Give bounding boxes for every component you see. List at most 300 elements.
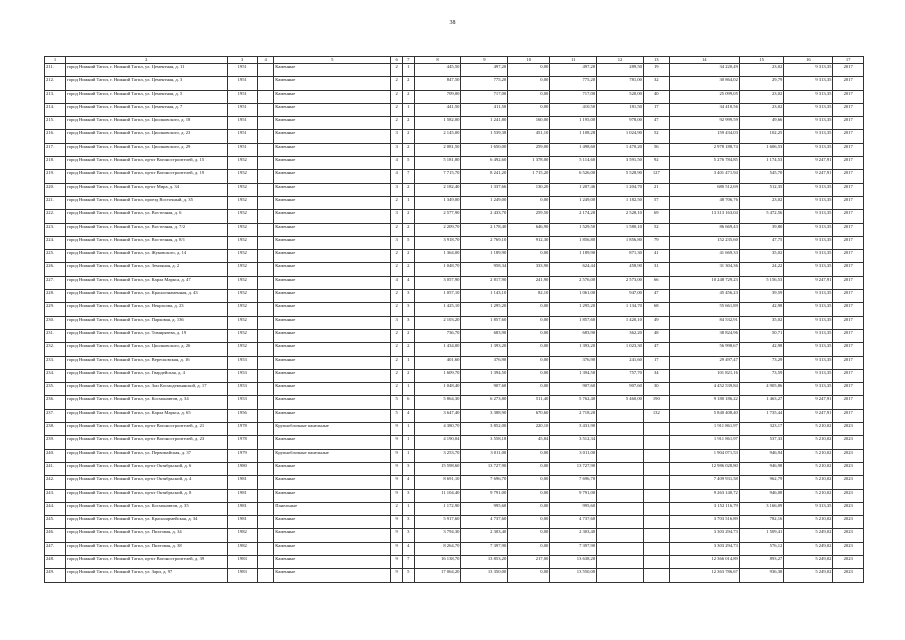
table-cell: 1 498,60 <box>550 143 597 156</box>
table-cell: 3 253,70 <box>414 449 461 462</box>
table-cell: Каменные <box>274 476 391 489</box>
table-cell: 1 911 861,97 <box>669 423 739 436</box>
table-cell: 38 824,96 <box>669 329 739 342</box>
table-cell: город Нижний Тагил, г. Нижний Тагил, ул. Красноармейская, д. 34 <box>66 516 227 529</box>
table-cell: Каменные <box>274 130 391 143</box>
table-cell <box>257 555 273 568</box>
table-cell: 32 <box>643 77 669 90</box>
table-cell <box>257 476 273 489</box>
table-cell: 35,02 <box>739 250 783 263</box>
table-cell <box>257 436 273 449</box>
table-cell: 1 108,28 <box>550 130 597 143</box>
table-cell: 3 011,00 <box>461 449 508 462</box>
table-cell: 3 794,30 <box>414 529 461 542</box>
table-cell: 16 138,70 <box>414 555 461 568</box>
table-cell: 5 472,56 <box>739 210 783 223</box>
table-cell: 7 397,90 <box>461 542 508 555</box>
table-cell: 2017 <box>833 77 864 90</box>
table-cell: 451,10 <box>508 130 550 143</box>
table-cell: 181,50 <box>597 103 644 116</box>
table-row <box>45 489 864 502</box>
table-cell <box>597 462 644 475</box>
table-cell <box>597 436 644 449</box>
table-cell: 4 <box>402 409 414 422</box>
table-cell <box>597 423 644 436</box>
table-cell: город Нижний Тагил, г. Нижний Тагил, ул. Парковая, д. 136 <box>66 316 227 329</box>
table-cell: 2 <box>402 343 414 356</box>
table-cell <box>257 263 273 276</box>
table-cell <box>257 409 273 422</box>
table-cell: 2023 <box>833 476 864 489</box>
table-cell: 1952 <box>227 170 257 183</box>
table-cell: 3 <box>391 236 403 249</box>
table-cell: 235. <box>45 383 66 396</box>
table-cell: Каменные <box>274 183 391 196</box>
table-cell: 218. <box>45 157 66 170</box>
table-cell: 576,12 <box>739 542 783 555</box>
table-row <box>45 183 864 196</box>
table-cell: 2 182,40 <box>414 183 461 196</box>
table-row <box>45 90 864 103</box>
table-cell: 2017 <box>833 90 864 103</box>
table-cell <box>597 555 644 568</box>
table-cell: город Нижний Тагил, г. Нижний Тагил, ул. Пихтовая, д. 38 <box>66 542 227 555</box>
table-cell: 511,40 <box>508 396 550 409</box>
table-cell: 221. <box>45 196 66 209</box>
table-cell: 229. <box>45 303 66 316</box>
table-cell: 1 425,10 <box>414 303 461 316</box>
table-cell: город Нижний Тагил, г. Нижний Тагил, пр-кт Вагоностроителей, д. 39 <box>66 555 227 568</box>
table-cell: 1 189,90 <box>550 250 597 263</box>
table-cell: 2023 <box>833 555 864 568</box>
table-cell: 2017 <box>833 64 864 77</box>
table-cell: 2017 <box>833 396 864 409</box>
table-cell: 2023 <box>833 502 864 515</box>
table-cell: 1 134,70 <box>597 303 644 316</box>
table-cell: 5 210,02 <box>784 476 833 489</box>
table-cell: 152 235,60 <box>669 236 739 249</box>
table-cell: 7 397,90 <box>550 542 597 555</box>
table-cell <box>257 303 273 316</box>
table-cell: 624,44 <box>550 263 597 276</box>
table-cell: 211. <box>45 64 66 77</box>
table-cell: 757,70 <box>597 369 644 382</box>
table-cell: 1951 <box>227 64 257 77</box>
table-cell: 775,20 <box>461 77 508 90</box>
table-cell: 241,90 <box>508 276 550 289</box>
table-row <box>45 569 864 582</box>
table-cell: Каменные <box>274 529 391 542</box>
table-cell: 2023 <box>833 569 864 582</box>
table-cell: 5 276 784,85 <box>669 157 739 170</box>
table-cell: 1953 <box>227 369 257 382</box>
table-cell <box>257 423 273 436</box>
table-cell: Каменные <box>274 196 391 209</box>
table-cell <box>257 489 273 502</box>
table-cell <box>597 489 644 502</box>
table-cell: 3 401 471,94 <box>669 170 739 183</box>
table-row <box>45 77 864 90</box>
table-cell: 219. <box>45 170 66 183</box>
table-cell: Каменные <box>274 516 391 529</box>
table-cell: 13 313 163,04 <box>669 210 739 223</box>
table-cell: 709,00 <box>414 90 461 103</box>
table-cell: 127 <box>643 170 669 183</box>
table-cell: 333,90 <box>508 263 550 276</box>
table-cell: 1 <box>402 196 414 209</box>
table-cell: 9 247,91 <box>784 157 833 170</box>
column-header: 4 <box>257 57 273 64</box>
table-cell: 9 313,35 <box>784 303 833 316</box>
table-cell: 907,60 <box>550 383 597 396</box>
table-cell: 1 904 071,53 <box>669 449 739 462</box>
table-cell: 12 363 786,67 <box>669 569 739 582</box>
table-cell: 9 <box>391 555 403 568</box>
table-cell <box>597 476 644 489</box>
table-cell: 3 <box>391 183 403 196</box>
table-cell: 23,02 <box>739 90 783 103</box>
table-cell: 2017 <box>833 369 864 382</box>
table-cell: 2 303,40 <box>461 529 508 542</box>
table-cell: 29,79 <box>739 77 783 90</box>
table-row <box>45 529 864 542</box>
table-cell: 2 576,00 <box>550 276 597 289</box>
table-cell: 847,50 <box>414 77 461 90</box>
table-cell: 17 <box>643 356 669 369</box>
table-cell: 0,00 <box>508 356 550 369</box>
table-cell: 1951 <box>227 77 257 90</box>
table-cell: 1 420,10 <box>597 316 644 329</box>
table-cell: 13 853,20 <box>461 555 508 568</box>
table-cell: 2017 <box>833 183 864 196</box>
table-cell: 73,29 <box>739 356 783 369</box>
table-cell: 2 <box>391 250 403 263</box>
table-cell: 1 <box>402 103 414 116</box>
table-cell: 4 380,70 <box>414 423 461 436</box>
table-cell: 2017 <box>833 276 864 289</box>
column-header: 12 <box>597 57 644 64</box>
table-cell: 2 209,70 <box>414 223 461 236</box>
table-cell <box>257 290 273 303</box>
table-cell: 1 172,90 <box>414 502 461 515</box>
table-cell: Каменные <box>274 343 391 356</box>
table-cell: 47,75 <box>739 236 783 249</box>
column-header: 13 <box>643 57 669 64</box>
table-cell <box>257 196 273 209</box>
table-cell: Крупноблочные панельные <box>274 423 391 436</box>
table-cell: 1 <box>402 436 414 449</box>
table-cell: 9 <box>391 423 403 436</box>
table-cell: 73,59 <box>739 369 783 382</box>
column-header: 7 <box>402 57 414 64</box>
table-cell: 1982 <box>227 529 257 542</box>
table-cell: 0,00 <box>508 383 550 396</box>
table-cell: 9 247,91 <box>784 170 833 183</box>
table-cell: 1 249,00 <box>550 196 597 209</box>
table-cell: 4 737,60 <box>550 516 597 529</box>
table-cell: 4 <box>391 157 403 170</box>
table-cell: 234. <box>45 369 66 382</box>
table-cell: 9 791,00 <box>550 489 597 502</box>
table-cell: 683,90 <box>461 329 508 342</box>
table-cell: 9 313,35 <box>784 356 833 369</box>
table-cell <box>257 516 273 529</box>
table-cell: 497,20 <box>461 64 508 77</box>
table-cell <box>257 223 273 236</box>
table-cell: 3 852,00 <box>461 423 508 436</box>
table-cell: Каменные <box>274 77 391 90</box>
table-cell: 2017 <box>833 157 864 170</box>
table-cell: 45 456,23 <box>669 290 739 303</box>
table-cell <box>257 276 273 289</box>
table-cell: 220,10 <box>508 423 550 436</box>
table-cell: 5 114,60 <box>550 157 597 170</box>
table-cell: 230. <box>45 316 66 329</box>
table-cell: 1952 <box>227 223 257 236</box>
table-cell: 9 313,35 <box>784 290 833 303</box>
table-cell: 5 528,90 <box>597 170 644 183</box>
table-cell: 1952 <box>227 303 257 316</box>
table-cell: 40 <box>643 90 669 103</box>
table-cell: 5 <box>391 396 403 409</box>
table-cell: 1982 <box>227 542 257 555</box>
table-cell: 2 103,20 <box>414 316 461 329</box>
table-cell: 2 <box>391 383 403 396</box>
table-cell: 25 099,05 <box>669 90 739 103</box>
table-cell: 1952 <box>227 157 257 170</box>
table-cell: 781,00 <box>597 77 644 90</box>
table-cell: 0,00 <box>508 90 550 103</box>
table-cell: 893,27 <box>739 555 783 568</box>
table-cell: 1 715,20 <box>508 170 550 183</box>
table-cell: 9 313,35 <box>784 316 833 329</box>
table-cell: город Нижний Тагил, г. Нижний Тагил, ул. Некрасова, д. 23 <box>66 303 227 316</box>
table-row <box>45 303 864 316</box>
table-row <box>45 143 864 156</box>
table-cell: 45,84 <box>508 436 550 449</box>
table-cell: 212. <box>45 77 66 90</box>
table-cell: 912,30 <box>508 236 550 249</box>
table-cell: город Нижний Тагил, г. Нижний Тагил, ул. Циолковского, д. 29 <box>66 143 227 156</box>
table-row <box>45 157 864 170</box>
table-cell <box>597 409 644 422</box>
table-cell: Каменные <box>274 117 391 130</box>
table-cell: 21 <box>643 183 669 196</box>
table-row <box>45 516 864 529</box>
table-cell: 217,00 <box>508 555 550 568</box>
table-cell: 34 <box>643 369 669 382</box>
table-cell: 946,08 <box>739 489 783 502</box>
table-cell: 2 <box>402 117 414 130</box>
table-cell: 3 <box>402 516 414 529</box>
table-cell: 7 696,70 <box>461 476 508 489</box>
table-cell: 233. <box>45 356 66 369</box>
table-cell: город Нижний Тагил, г. Нижний Тагил, ул. Вересковская, д. 16 <box>66 356 227 369</box>
table-cell: 2 081,50 <box>414 143 461 156</box>
table-cell: 958,34 <box>461 263 508 276</box>
housing-table <box>44 56 864 583</box>
column-header: 17 <box>833 57 864 64</box>
table-cell: 55 661,89 <box>669 303 739 316</box>
table-cell: 411,50 <box>461 103 508 116</box>
table-cell: 1951 <box>227 117 257 130</box>
table-cell: 1 204,70 <box>597 183 644 196</box>
table-cell: 241. <box>45 462 66 475</box>
table-row <box>45 64 864 77</box>
table-cell: 3 057,90 <box>414 276 461 289</box>
table-cell: Каменные <box>274 223 391 236</box>
table-cell: 1 582,00 <box>414 117 461 130</box>
table-cell <box>643 502 669 515</box>
table-cell: 9 313,35 <box>784 143 833 156</box>
table-cell: 1 <box>402 64 414 77</box>
table-cell: 9 313,35 <box>784 117 833 130</box>
table-cell: 1952 <box>227 343 257 356</box>
table-cell: 2023 <box>833 462 864 475</box>
table-cell: 0,00 <box>508 462 550 475</box>
table-cell: 1 295,20 <box>461 303 508 316</box>
table-cell: 1981 <box>227 502 257 515</box>
table-cell: 4 <box>402 276 414 289</box>
table-cell: 717,00 <box>461 90 508 103</box>
table-cell <box>257 329 273 342</box>
table-cell: 8 264,70 <box>414 542 461 555</box>
table-cell: 92 999,59 <box>669 117 739 130</box>
column-header: 5 <box>274 57 391 64</box>
table-cell: 2 <box>402 329 414 342</box>
table-cell: 683,90 <box>550 329 597 342</box>
table-cell: 4 <box>402 542 414 555</box>
table-cell: 41 669,33 <box>669 250 739 263</box>
table-cell: 57 <box>643 196 669 209</box>
table-cell: 9 313,35 <box>784 130 833 143</box>
table-cell: город Нижний Тагил, г. Нижний Тагил, ул. Первомайская, д. 37 <box>66 449 227 462</box>
table-row <box>45 170 864 183</box>
table-cell: город Нижний Тагил, г. Нижний Тагил, ул. Цементная, д. 5 <box>66 90 227 103</box>
table-cell: 3 <box>391 210 403 223</box>
table-cell: 56 998,67 <box>669 343 739 356</box>
table-cell: 2 <box>402 183 414 196</box>
table-cell: 2 718,20 <box>550 409 597 422</box>
table-cell: 2 303,40 <box>550 529 597 542</box>
table-cell: 224. <box>45 236 66 249</box>
table-cell: 9 791,00 <box>461 489 508 502</box>
table-cell: 0,00 <box>508 569 550 582</box>
table-cell: 520,00 <box>597 90 644 103</box>
table-cell: 962,79 <box>739 476 783 489</box>
table-cell <box>257 210 273 223</box>
table-cell: 13 727,90 <box>461 462 508 475</box>
table-cell: 160,00 <box>508 117 550 130</box>
table-cell <box>643 476 669 489</box>
page-number: 38 <box>449 20 456 26</box>
table-cell: 159 434,03 <box>669 130 739 143</box>
table-cell: Каменные <box>274 316 391 329</box>
table-cell: 42,98 <box>739 303 783 316</box>
table-cell: 2 <box>402 77 414 90</box>
table-cell: 2 <box>402 90 414 103</box>
table-cell: 1952 <box>227 210 257 223</box>
table-cell: Каменные <box>274 329 391 342</box>
table-cell: 5 917,60 <box>414 516 461 529</box>
table-cell: 9 313,35 <box>784 210 833 223</box>
table-cell: 24,22 <box>739 263 783 276</box>
table-cell: 7 <box>402 555 414 568</box>
table-cell <box>257 183 273 196</box>
table-cell: 3 703 516,89 <box>669 516 739 529</box>
table-cell: 1952 <box>227 276 257 289</box>
table-cell: 215. <box>45 117 66 130</box>
table-cell: 0,00 <box>508 449 550 462</box>
table-cell: 410,50 <box>550 103 597 116</box>
table-cell <box>257 356 273 369</box>
table-cell: 1953 <box>227 356 257 369</box>
table-cell: 9 247,91 <box>784 396 833 409</box>
table-cell: 2 528,10 <box>597 210 644 223</box>
table-cell: город Нижний Тагил, г. Нижний Тагил, ул. Цементная, д. 3 <box>66 77 227 90</box>
table-cell: 7 696,70 <box>550 476 597 489</box>
table-cell: 17 064,20 <box>414 569 461 582</box>
table-cell: 1 182,50 <box>597 196 644 209</box>
table-row <box>45 383 864 396</box>
table-cell: 2017 <box>833 223 864 236</box>
table-row <box>45 196 864 209</box>
table-cell: 1 650,00 <box>461 143 508 156</box>
table-cell: 2 817,90 <box>461 276 508 289</box>
table-cell: Каменные <box>274 383 391 396</box>
table-cell: 323,17 <box>739 423 783 436</box>
table-row <box>45 236 864 249</box>
column-header: 15 <box>739 57 783 64</box>
table-cell: 23,02 <box>739 64 783 77</box>
table-cell: 3 152 116,79 <box>669 502 739 515</box>
table-cell: 9 313,35 <box>784 369 833 382</box>
table-cell: 1 434,00 <box>414 343 461 356</box>
table-row <box>45 103 864 116</box>
table-cell: 1983 <box>227 569 257 582</box>
table-cell: 3 <box>402 290 414 303</box>
table-cell: 2017 <box>833 143 864 156</box>
table-cell: 736,70 <box>414 329 461 342</box>
table-cell: 2017 <box>833 103 864 116</box>
table-cell: 2 433,70 <box>461 210 508 223</box>
table-cell: 41 <box>643 250 669 263</box>
column-header: 2 <box>66 57 227 64</box>
table-cell: 1981 <box>227 516 257 529</box>
table-cell: 101 821,16 <box>669 369 739 382</box>
table-cell: 9 313,35 <box>784 502 833 515</box>
table-cell: 0,00 <box>508 64 550 77</box>
table-cell: 5 210,02 <box>784 449 833 462</box>
column-header: 10 <box>508 57 550 64</box>
table-cell: 236. <box>45 396 66 409</box>
table-cell: 52 <box>643 130 669 143</box>
table-cell: 9 313,35 <box>784 250 833 263</box>
table-cell: 0,00 <box>508 476 550 489</box>
table-cell: 240. <box>45 449 66 462</box>
table-cell: 9 313,35 <box>784 64 833 77</box>
table-cell: 646,90 <box>508 223 550 236</box>
table-cell: 245. <box>45 516 66 529</box>
table-cell: 241,60 <box>597 356 644 369</box>
table-cell: 3 <box>402 462 414 475</box>
table-cell: 1 364,00 <box>414 250 461 263</box>
table-cell: 239. <box>45 436 66 449</box>
table-cell: 2 <box>391 196 403 209</box>
table-cell: город Нижний Тагил, г. Нижний Тагил, ул. Земляная, д. 2 <box>66 263 227 276</box>
table-cell: 248. <box>45 555 66 568</box>
table-cell: 441,50 <box>414 103 461 116</box>
